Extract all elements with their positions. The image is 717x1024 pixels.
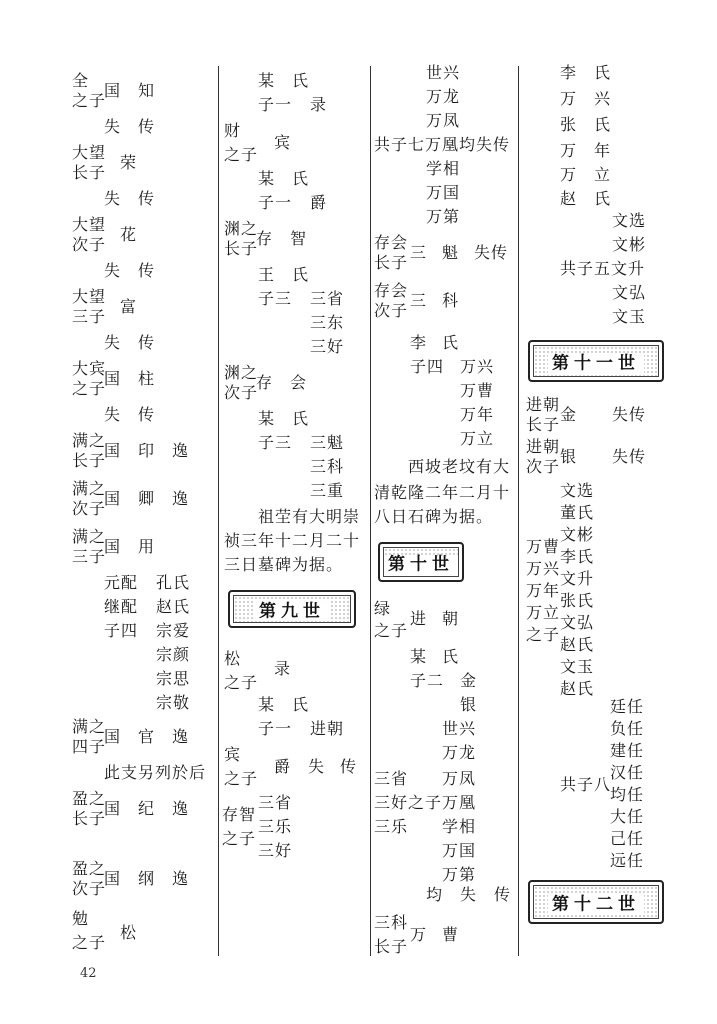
text: 之子 (72, 933, 107, 952)
text: 万年 (460, 405, 495, 424)
text: 子一 (258, 193, 293, 212)
text: 万第 (442, 865, 477, 884)
text: 失 (308, 757, 326, 776)
text: 文玉 (560, 657, 595, 676)
text: 立 (594, 165, 612, 184)
text: 三省 (310, 289, 345, 308)
text: 均 (426, 885, 444, 904)
generation-banner-11 (528, 340, 664, 382)
text: 张氏 (560, 591, 595, 610)
text: 氏 (442, 333, 460, 352)
text: 逸 (172, 727, 190, 746)
text: 宗颜 (156, 645, 191, 664)
text: 文彬 (612, 235, 647, 254)
text: 录 (274, 659, 292, 678)
text: 盈之 (72, 789, 107, 808)
text: 智 (290, 229, 308, 248)
text: 共子五文升 (560, 259, 646, 278)
text: 失 (104, 261, 122, 280)
text: 失 (104, 333, 122, 352)
text: 三科 (374, 913, 409, 932)
text: 卿 (138, 489, 156, 508)
text: 满之 (72, 479, 107, 498)
text: 某 (258, 409, 276, 428)
text: 松 (120, 923, 138, 942)
text: 渊之 (224, 363, 259, 382)
text: 进朝 (526, 437, 561, 456)
text: 传 (138, 117, 156, 136)
text: 大望 (72, 215, 107, 234)
text: 子二 (410, 671, 445, 690)
text: 之子 (72, 379, 107, 398)
text: 世兴 (426, 63, 461, 82)
text: 次子 (526, 457, 561, 476)
text: 国 (104, 537, 122, 556)
text: 进 (410, 609, 428, 628)
text: 逸 (172, 441, 190, 460)
text: 文选 (560, 481, 595, 500)
text: 大宾 (72, 359, 107, 378)
text: 三省 (374, 769, 409, 788)
text: 氏 (292, 71, 310, 90)
text: 失传 (474, 243, 509, 262)
text: 赵 (560, 189, 578, 208)
text: 爵 (274, 757, 292, 776)
text: 年 (594, 141, 612, 160)
text: 满之 (72, 431, 107, 450)
text: 传 (138, 189, 156, 208)
text: 国 (104, 799, 122, 818)
text: 张 (560, 115, 578, 134)
text: 世兴 (442, 719, 477, 738)
text: 子三 (258, 433, 293, 452)
text: 逸 (172, 799, 190, 818)
text: 国 (104, 869, 122, 888)
text: 赵氏 (560, 635, 595, 654)
text: 次子 (374, 301, 409, 320)
text: 宗思 (156, 669, 191, 688)
text: 三魁 (310, 433, 345, 452)
text: 荣 (120, 153, 138, 172)
text: 董氏 (560, 503, 595, 522)
text: 三乐 (374, 817, 409, 836)
text: 长子 (72, 163, 107, 182)
text: 次子 (224, 383, 259, 402)
text: 次子 (72, 879, 107, 898)
column-divider-2 (370, 66, 371, 956)
text: 国 (104, 369, 122, 388)
text: 万 (410, 925, 428, 944)
text: 之子 (224, 769, 259, 788)
text: 赵氏 (560, 679, 595, 698)
text: 某 (258, 695, 276, 714)
text: 万国 (442, 841, 477, 860)
generation-banner-10 (378, 542, 464, 582)
text: 均任 (610, 785, 645, 804)
text: 宗爱 (156, 621, 191, 640)
text: 传 (138, 405, 156, 424)
text: 西坡老坟有大 (408, 457, 511, 476)
text: 三 (410, 291, 428, 310)
text: 远任 (610, 851, 645, 870)
text: 银 (560, 447, 578, 466)
text: 三重 (310, 481, 345, 500)
text: 三好 (258, 841, 293, 860)
text: 大任 (610, 807, 645, 826)
text: 子四 (410, 357, 445, 376)
text: 银 (460, 695, 478, 714)
text: 文升 (560, 569, 595, 588)
text: 子四 (104, 621, 139, 640)
text: 失 (104, 189, 122, 208)
generation-banner-9 (228, 590, 356, 628)
text: 逸 (172, 489, 190, 508)
text: 三东 (310, 313, 345, 332)
text: 万立 (460, 429, 495, 448)
text: 宗敬 (156, 693, 191, 712)
text: 李 (410, 333, 428, 352)
text: 次子 (72, 235, 107, 254)
text: 赵氏 (156, 597, 191, 616)
text: 己任 (610, 829, 645, 848)
text: 宾 (224, 745, 242, 764)
text: 勉 (72, 909, 90, 928)
text: 知 (138, 81, 156, 100)
text: 三乐 (258, 817, 293, 836)
text: 某 (258, 169, 276, 188)
text: 花 (120, 225, 138, 244)
text: 失 (104, 405, 122, 424)
text: 三日墓碑为据。 (224, 555, 344, 574)
text: 传 (494, 885, 512, 904)
text: 传 (138, 261, 156, 280)
page-number: 42 (80, 966, 97, 981)
text: 长子 (526, 415, 561, 434)
text: 逸 (172, 869, 190, 888)
text: 会 (290, 373, 308, 392)
text: 存会 (374, 281, 409, 300)
text: 金 (560, 405, 578, 424)
text: 进朝 (310, 719, 345, 738)
text: 李 (560, 63, 578, 82)
text: 李氏 (560, 547, 595, 566)
text: 三子 (72, 547, 107, 566)
text: 满之 (72, 527, 107, 546)
text: 子三 (258, 289, 293, 308)
text: 三 (410, 243, 428, 262)
text: 子一 (258, 95, 293, 114)
text: 万 (560, 89, 578, 108)
text: 之子 (224, 145, 259, 164)
text: 传 (138, 333, 156, 352)
text: 学相 (442, 817, 477, 836)
text: 万 (560, 141, 578, 160)
banner-title: 第九世 (255, 602, 329, 622)
text: 绿 (374, 599, 392, 618)
text: 全 (72, 71, 90, 90)
text: 盈之 (72, 859, 107, 878)
text: 万 (560, 165, 578, 184)
text: 共子八 (560, 775, 612, 794)
text: 三省 (258, 793, 293, 812)
text: 科 (442, 291, 460, 310)
text: 万凤 (442, 769, 477, 788)
text: 氏 (594, 63, 612, 82)
text: 元配 (104, 573, 139, 592)
text: 长子 (374, 937, 409, 956)
text: 万曹 (460, 381, 495, 400)
text: 国 (104, 727, 122, 746)
text: 之子 (72, 91, 107, 110)
text: 万年 (526, 581, 561, 600)
text: 子一 (258, 719, 293, 738)
text: 富 (120, 297, 138, 316)
text: 氏 (594, 115, 612, 134)
text: 氏 (594, 189, 612, 208)
text: 朝 (442, 609, 460, 628)
text: 录 (310, 95, 328, 114)
text: 万龙 (426, 87, 461, 106)
text: 氏 (292, 265, 310, 284)
banner-title: 第十一世 (548, 354, 644, 374)
text: 四子 (72, 737, 107, 756)
text: 万国 (426, 183, 461, 202)
text: 曹 (442, 925, 460, 944)
text: 氏 (292, 409, 310, 428)
generation-banner-12 (528, 880, 664, 924)
text: 廷任 (610, 697, 645, 716)
text: 万兴 (460, 357, 495, 376)
text: 某 (258, 71, 276, 90)
text: 兴 (594, 89, 612, 108)
text: 长子 (374, 253, 409, 272)
text: 建任 (610, 741, 645, 760)
text: 继配 (104, 597, 139, 616)
text: 失 (104, 117, 122, 136)
text: 印 (138, 441, 156, 460)
text: 金 (460, 671, 478, 690)
text: 三好之子万凰 (374, 793, 477, 812)
text: 纲 (138, 869, 156, 888)
text: 之子 (374, 621, 409, 640)
text: 满之 (72, 717, 107, 736)
text: 失 (460, 885, 478, 904)
text: 松 (224, 649, 242, 668)
text: 官 (138, 727, 156, 746)
text: 三科 (310, 457, 345, 476)
text: 魁 (442, 243, 460, 262)
banner-title: 第十世 (384, 555, 458, 575)
text: 大望 (72, 143, 107, 162)
text: 万第 (426, 207, 461, 226)
text: 用 (138, 537, 156, 556)
text: 存会 (374, 233, 409, 252)
text: 长子 (72, 809, 107, 828)
text: 祖茔有大明崇 (258, 507, 361, 526)
text: 存 (256, 229, 274, 248)
banner-title: 第十二世 (548, 895, 644, 915)
text: 财 (224, 121, 242, 140)
text: 之子 (526, 625, 561, 644)
text: 失传 (612, 447, 647, 466)
text: 氏 (292, 695, 310, 714)
text: 长子 (224, 239, 259, 258)
text: 进朝 (526, 395, 561, 414)
text: 失传 (612, 405, 647, 424)
text: 渊之 (224, 219, 259, 238)
text: 纪 (138, 799, 156, 818)
text: 氏 (442, 647, 460, 666)
text: 孔氏 (156, 573, 191, 592)
text: 国 (104, 441, 122, 460)
text: 此支另列於后 (104, 763, 207, 782)
text: 共子七万凰均失传 (374, 135, 511, 154)
text: 之子 (222, 829, 257, 848)
text: 三好 (310, 337, 345, 356)
text: 祯三年十二月二十 (224, 531, 361, 550)
text: 国 (104, 81, 122, 100)
text: 负任 (610, 719, 645, 738)
text: 文玉 (612, 307, 647, 326)
text: 宾 (274, 133, 292, 152)
text: 万立 (526, 603, 561, 622)
text: 文选 (612, 211, 647, 230)
text: 文弘 (560, 613, 595, 632)
text: 三子 (72, 307, 107, 326)
text: 万凤 (426, 111, 461, 130)
text: 学相 (426, 159, 461, 178)
text: 次子 (72, 499, 107, 518)
text: 长子 (72, 451, 107, 470)
text: 万龙 (442, 743, 477, 762)
column-divider-1 (218, 66, 219, 956)
text: 传 (340, 757, 358, 776)
text: 万兴 (526, 559, 561, 578)
text: 王 (258, 265, 276, 284)
text: 文彬 (560, 525, 595, 544)
text: 氏 (292, 169, 310, 188)
text: 柱 (138, 369, 156, 388)
text: 大望 (72, 287, 107, 306)
text: 存 (256, 373, 274, 392)
text: 某 (410, 647, 428, 666)
text: 爵 (310, 193, 328, 212)
column-divider-3 (518, 66, 519, 956)
text: 清乾隆二年二月十 (374, 483, 511, 502)
text: 国 (104, 489, 122, 508)
text: 万曹 (526, 537, 561, 556)
text: 存智 (222, 805, 257, 824)
text: 之子 (224, 673, 259, 692)
text: 文弘 (612, 283, 647, 302)
text: 汉任 (610, 763, 645, 782)
text: 八日石碑为据。 (374, 507, 494, 526)
